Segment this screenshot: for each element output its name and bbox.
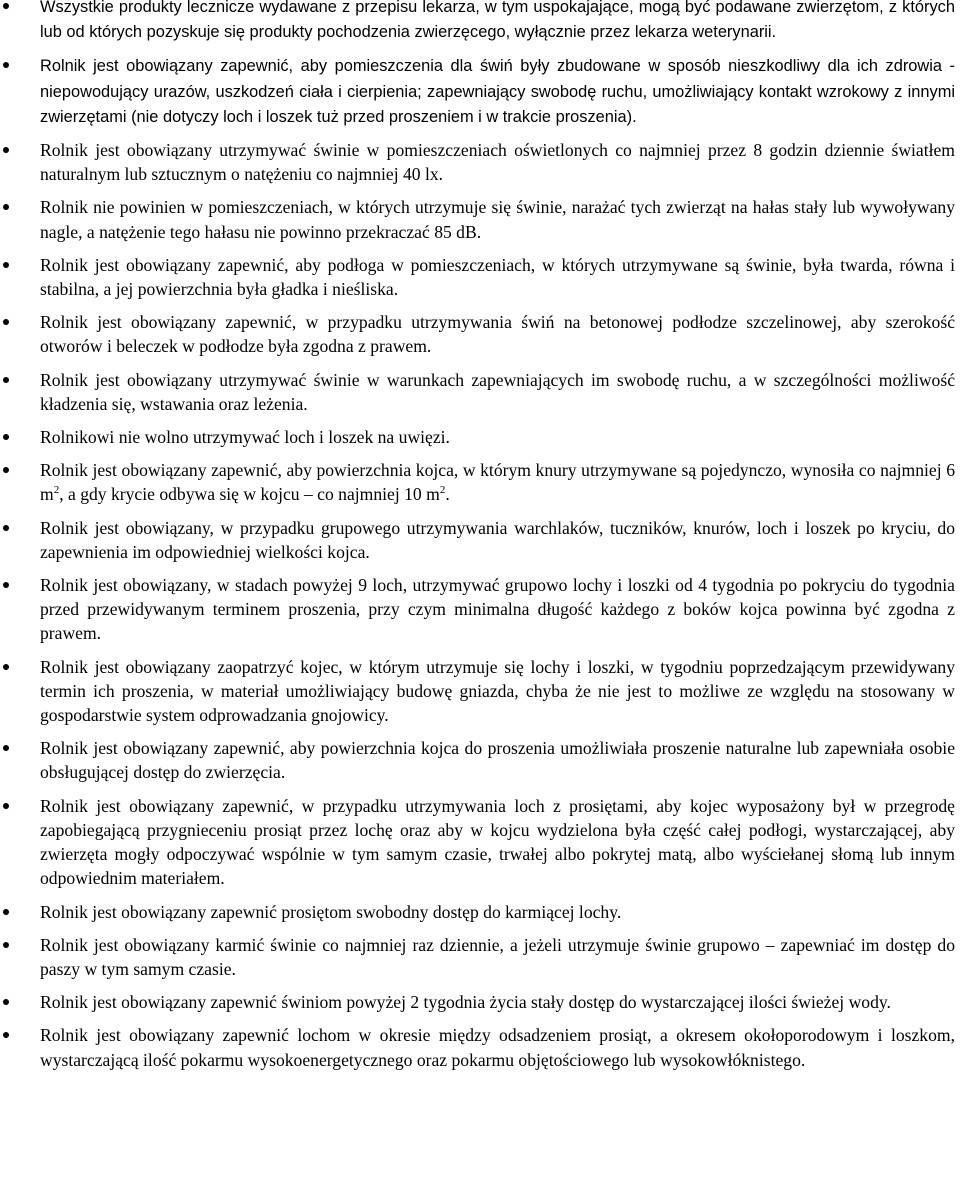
bullet-icon [3,942,9,948]
list-item [0,516,960,564]
list-item [0,1023,960,1071]
bullet-icon [3,1032,9,1038]
list-item-text: Rolnik jest obowiązany zaopatrzyć kojec, w którym utrzymuje się lochy i loszki, w tygodniu poprzedzającym przewidywany termin ich proszenia, w materiał umożliwiający budowę gniazda, chyba że nie jest to możliwe ze względu na stosowany w gospodarstwie system odprowadzania gnojowicy. [40,656,955,726]
list-item [0,0,960,44]
list-item-text: Rolnikowi nie wolno utrzymywać loch i loszek na uwięzi. [40,427,450,448]
list-item [0,368,960,416]
list-item [0,138,960,186]
list-item-text: Rolnik jest obowiązany zapewnić, aby podłoga w pomieszczeniach, w których utrzymywane są świnie, była twarda, równa i stabilna, a jej powierzchnia była gładka i nieśliska. [40,254,955,300]
list-item-text: Rolnik jest obowiązany utrzymywać świnie w warunkach zapewniających im swobodę ruchu, a w szczególności możliwość kładzenia się, wstawania oraz leżenia. [40,369,955,414]
list-item [0,900,960,924]
list-item-text: Rolnik nie powinien w pomieszczeniach, w których utrzymuje się świnie, narażać tych zwierząt na hałas stały lub wywoływany nagle, a natężenie tego hałasu nie powinno przekraczać 85 dB. [40,197,955,242]
bullet-icon [3,147,9,153]
list-item-text-part: . [445,484,450,505]
list-item-text: Rolnik jest obowiązany zapewnić świniom powyżej 2 tygodnia życia stały dostęp do wystarczającej ilości świeżej wody. [40,992,891,1013]
list-item-text: Rolnik jest obowiązany zapewnić, aby powierzchnia kojca do proszenia umożliwiała proszenie naturalne lub zapewniała osobie obsługującej dostęp do zwierzęcia. [40,738,955,783]
bullet-icon [3,377,9,383]
superscript-exponent: 2 [53,484,60,497]
list-item [0,990,960,1014]
list-item-text: Rolnik jest obowiązany zapewnić, aby pomieszczenia dla świń były zbudowane w sposób nieszkodliwy dla ich zdrowia - niepowodujący urazów, uszkodzeń ciała i cierpienia; zapewniający swobodę ruchu, umożliwiający kontakt wzrokowy z innymi zwierzętami (nie dotyczy loch i loszek tuż przed proszeniem i w trakcie proszenia). [40,57,955,126]
list-item-text: Rolnik jest obowiązany utrzymywać świnie w pomieszczeniach oświetlonych co najmniej przez 8 godzin dziennie światłem naturalnym lub sztucznym o natężeniu co najmniej 40 lx. [40,140,955,185]
bullet-icon [3,319,9,325]
list-item [0,253,960,301]
list-item-text: Rolnik jest obowiązany karmić świnie co najmniej raz dziennie, a jeżeli utrzymuje świnie grupowo – zapewniać im dostęp do paszy w tym samym czasie. [40,934,955,979]
bullet-icon [3,262,9,268]
list-item-text-part: Rolnik jest obowiązany zapewnić, aby powierzchnia kojca, w którym knury utrzymywane są pojedynczo, wynosiła co najmniej 6 m [40,460,955,505]
bullet-icon [3,204,9,210]
list-item [0,933,960,981]
list-item-text: Rolnik jest obowiązany zapewnić prosiętom swobodny dostęp do karmiącej lochy. [40,901,622,922]
list-item [0,425,960,449]
bullet-icon [3,582,9,588]
list-item-text: Rolnik jest obowiązany, w przypadku grupowego utrzymywania warchlaków, tuczników, knurów, loch i loszek po kryciu, do zapewnienia im odpowiedniej wielkości kojca. [40,517,955,562]
bullet-icon [3,999,9,1005]
list-item-text-part: , a gdy krycie odbywa się w kojcu – co najmniej 10 m [59,484,440,505]
bullet-icon [3,909,9,915]
list-item-text: Wszystkie produkty lecznicze wydawane z przepisu lekarza, w tym uspokajające, mogą być podawane zwierzętom, z których lub od których pozyskuje się produkty pochodzenia zwierzęcego, wyłącznie przez lekarza weterynarii. [40,0,955,42]
bullet-icon [3,62,9,68]
list-item-text: Rolnik jest obowiązany zapewnić, w przypadku utrzymywania świń na betonowej podłodze szczelinowej, aby szerokość otworów i beleczek w podłodze była zgodna z prawem. [40,312,955,357]
bullet-icon [3,664,9,670]
list-item [0,736,960,784]
list-item-text: Rolnik jest obowiązany zapewnić lochom w okresie między odsadzeniem prosiąt, a okresem okołoporodowym i loszkom, wystarczającą ilość pokarmu wysokoenergetycznego oraz pokarmu objętościowego lub wysokowłóknistego. [40,1025,955,1070]
list-item-text: Rolnik jest obowiązany, w stadach powyżej 9 loch, utrzymywać grupowo lochy i loszki od 4 tygodnia po pokryciu do tygodnia przed przewidywanym terminem proszenia, przy czym minimalna długość każdego z boków kojca powinna być zgodna z prawem. [40,575,955,644]
list-item [0,794,960,891]
bullet-icon [3,803,9,809]
superscript-exponent: 2 [439,484,446,497]
list-item [0,53,960,129]
bullet-icon [3,745,9,751]
bullet-icon [3,525,9,531]
list-item [0,655,960,728]
bullet-icon [3,467,9,473]
bullet-icon [3,434,9,440]
list-item-text: Rolnik jest obowiązany zapewnić, w przypadku utrzymywania loch z prosiętami, aby kojec wyposażony był w przegrodę zapobiegającą przygnieceniu prosiąt przez lochę oraz aby w kojcu wydzielona była część całej podłogi, wystarczającej, aby zwierzęta mogły odpoczywać wspólnie w tym samym czasie, trwałej albo pokrytej matą, albo wyściełanej słomą lub innym odpowiednim materiałem. [40,795,955,889]
list-item [0,458,960,506]
list-item [0,310,960,358]
list-item [0,573,960,646]
list-item [0,195,960,243]
bullet-icon [3,3,9,9]
